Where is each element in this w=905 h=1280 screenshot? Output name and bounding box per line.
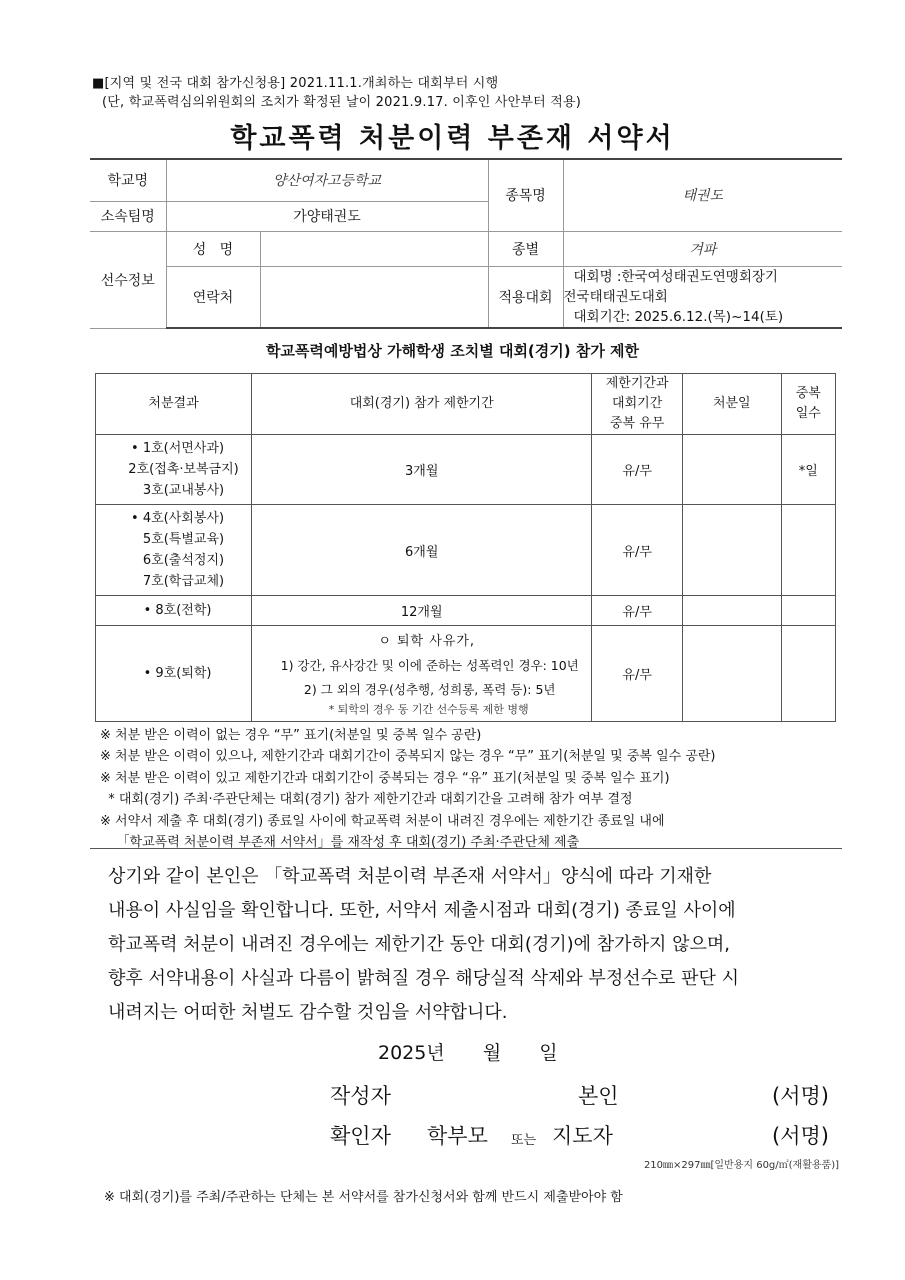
confirm-signature[interactable]: (서명) xyxy=(772,1124,829,1148)
paper-spec: 210㎜×297㎜[일반용지 60g/㎡(재활용품)] xyxy=(643,1160,839,1171)
date-value[interactable] xyxy=(682,505,781,596)
table-row xyxy=(96,435,836,505)
note-item: ※ 처분 받은 이력이 있으나, 제한기간과 대회기간이 중복되지 않는 경우 “무” 표기(처분일 및 중복 일수 공란) xyxy=(100,749,716,765)
restriction-table xyxy=(95,373,836,722)
period-line: ㅇ 퇴학 사유가, xyxy=(378,633,476,649)
name-label: 성 명 xyxy=(166,231,260,266)
header-overlap-line-3: 중복 유무 xyxy=(609,416,665,431)
note-item: ※ 처분 받은 이력이 있고 제한기간과 대회기간이 중복되는 경우 “유” 표기(처분일 및 중복 일수 표기) xyxy=(100,770,670,786)
pledge-text xyxy=(108,860,838,1030)
school-label: 학교명 xyxy=(90,159,166,201)
penalty-item: 5호(특별교육) xyxy=(142,532,225,547)
bottom-note: ※ 대회(경기)를 주최/주관하는 단체는 본 서약서를 참가신청서와 함께 반드시 제출받아야 함 xyxy=(104,1190,623,1205)
date-day[interactable]: 일 xyxy=(539,1042,558,1064)
note-item: ※ 서약서 제출 후 대회(경기) 종료일 사이에 학교폭력 처분이 내려진 경우에는 제한기간 종료일 내에 xyxy=(100,813,665,829)
event-label: 종목명 xyxy=(488,159,563,231)
date-month[interactable]: 월 xyxy=(482,1042,502,1064)
player-info-label: 선수정보 xyxy=(90,231,166,328)
header-result: 처분결과 xyxy=(96,374,252,435)
info-table xyxy=(90,158,842,329)
penalty-item: • 9호(퇴학) xyxy=(143,666,212,681)
overlap-value[interactable]: 유/무 xyxy=(592,596,683,626)
header-days-line-2: 일수 xyxy=(795,406,821,421)
date-value[interactable] xyxy=(682,596,781,626)
divider xyxy=(90,848,842,849)
competition-label: 적용대회 xyxy=(488,266,563,328)
document-title: 학교폭력 처분이력 부존재 서약서 xyxy=(230,123,675,154)
date-value[interactable] xyxy=(682,626,781,722)
period-value: 3개월 xyxy=(252,435,592,505)
pledge-line: 향후 서약내용이 사실과 다름이 밝혀질 경우 해당실적 삭제와 부정선수로 판단 시 xyxy=(108,968,740,989)
confirm-role-parent: 학부모 xyxy=(427,1124,488,1148)
header-overlap xyxy=(592,374,683,435)
category-value: 겨파 xyxy=(563,231,842,266)
pledge-line: 내려지는 어떠한 처벌도 감수할 것임을 서약합니다. xyxy=(108,1002,508,1023)
penalty-1-3 xyxy=(96,435,252,505)
table-row xyxy=(96,505,836,596)
header-line-2: (단, 학교폭력심의위원회의 조치가 확정된 날이 2021.9.17. 이후인 사안부터 적용) xyxy=(102,95,582,110)
days-value[interactable]: *일 xyxy=(781,435,835,505)
days-value[interactable] xyxy=(781,596,835,626)
penalty-item: • 8호(전학) xyxy=(143,603,212,618)
overlap-value[interactable]: 유/무 xyxy=(592,505,683,596)
header-line-1: ■[지역 및 전국 대회 참가신청용] 2021.11.1.개최하는 대회부터 시행 xyxy=(92,76,499,91)
period-note: * 퇴학의 경우 동 기간 선수등록 제한 병행 xyxy=(328,702,529,716)
penalty-item: 6호(출석정지) xyxy=(142,553,225,568)
overlap-value[interactable]: 유/무 xyxy=(592,435,683,505)
header-overlap-line-1: 제한기간과 xyxy=(605,376,669,391)
pledge-line: 학교폭력 처분이 내려진 경우에는 제한기간 동안 대회(경기)에 참가하지 않으며, xyxy=(108,934,730,955)
penalty-item: 2호(접촉·보복금지) xyxy=(128,462,239,477)
note-item: * 대회(경기) 주최·주관단체는 대회(경기) 참가 제한기간과 대회기간을 고려해 참가 여부 결정 xyxy=(100,792,633,808)
days-value[interactable] xyxy=(781,505,835,596)
header-overlap-line-2: 대회기간 xyxy=(612,396,663,411)
penalty-item: 3호(교내봉사) xyxy=(142,483,225,498)
notes xyxy=(100,725,716,853)
days-value[interactable] xyxy=(781,626,835,722)
team-value: 가양태권도 xyxy=(166,201,488,231)
period-value: 12개월 xyxy=(252,596,592,626)
pledge-line: 상기와 같이 본인은 「학교폭력 처분이력 부존재 서약서」양식에 따라 기재한 xyxy=(108,866,712,887)
writer-role: 본인 xyxy=(578,1084,619,1108)
penalty-item: • 1호(서면사과) xyxy=(131,441,225,456)
overlap-value[interactable]: 유/무 xyxy=(592,626,683,722)
header-period: 대회(경기) 참가 제한기간 xyxy=(252,374,592,435)
table-row xyxy=(96,626,836,722)
category-label: 종별 xyxy=(488,231,563,266)
note-item: 「학교폭력 처분이력 부존재 서약서」를 재작성 후 대회(경기) 주최·주관단체 제출 xyxy=(100,835,580,851)
confirm-or: 또는 xyxy=(511,1133,537,1148)
competition-info xyxy=(563,266,842,328)
period-value: 6개월 xyxy=(252,505,592,596)
competition-name-2: 전국태태권도대회 xyxy=(563,288,668,305)
penalty-item: • 4호(사회봉사) xyxy=(131,511,225,526)
note-item: ※ 처분 받은 이력이 없는 경우 “무” 표기(처분일 및 중복 일수 공란) xyxy=(100,728,482,743)
event-value: 태권도 xyxy=(563,159,842,231)
period-line: 2) 그 외의 경우(성추행, 성희롱, 폭력 등): 5년 xyxy=(303,681,556,697)
confirm-role-coach: 지도자 xyxy=(552,1124,613,1148)
date-value[interactable] xyxy=(682,435,781,505)
penalty-item: 7호(학급교체) xyxy=(142,574,225,589)
competition-name: 대회명 :한국여성태권도연맹회장기 xyxy=(573,268,778,285)
penalty-9 xyxy=(96,626,252,722)
period-detail xyxy=(252,626,592,722)
school-value: 양산여자고등학교 xyxy=(166,159,488,201)
contact-label: 연락처 xyxy=(166,266,260,328)
date-year: 2025년 xyxy=(378,1042,445,1064)
restriction-subtitle: 학교폭력예방법상 가해학생 조치별 대회(경기) 참가 제한 xyxy=(265,342,640,360)
competition-period: 대회기간: 2025.6.12.(목)~14(토) xyxy=(573,308,784,325)
writer-signature[interactable]: (서명) xyxy=(772,1084,829,1108)
header-days xyxy=(781,374,835,435)
team-label: 소속팀명 xyxy=(90,201,166,231)
period-line: 1) 강간, 유사강간 및 이에 준하는 성폭력인 경우: 10년 xyxy=(280,657,579,673)
penalty-4-7 xyxy=(96,505,252,596)
header-days-line-1: 중복 xyxy=(795,386,821,401)
penalty-8 xyxy=(96,596,252,626)
header-date: 처분일 xyxy=(682,374,781,435)
table-row xyxy=(96,596,836,626)
writer-label: 작성자 xyxy=(330,1084,391,1108)
name-value[interactable] xyxy=(260,231,488,266)
signing-date xyxy=(378,1038,558,1065)
pledge-line: 내용이 사실임을 확인합니다. 또한, 서약서 제출시점과 대회(경기) 종료일 사이에 xyxy=(108,900,736,921)
contact-value[interactable] xyxy=(260,266,488,328)
confirm-label: 확인자 xyxy=(330,1124,391,1148)
